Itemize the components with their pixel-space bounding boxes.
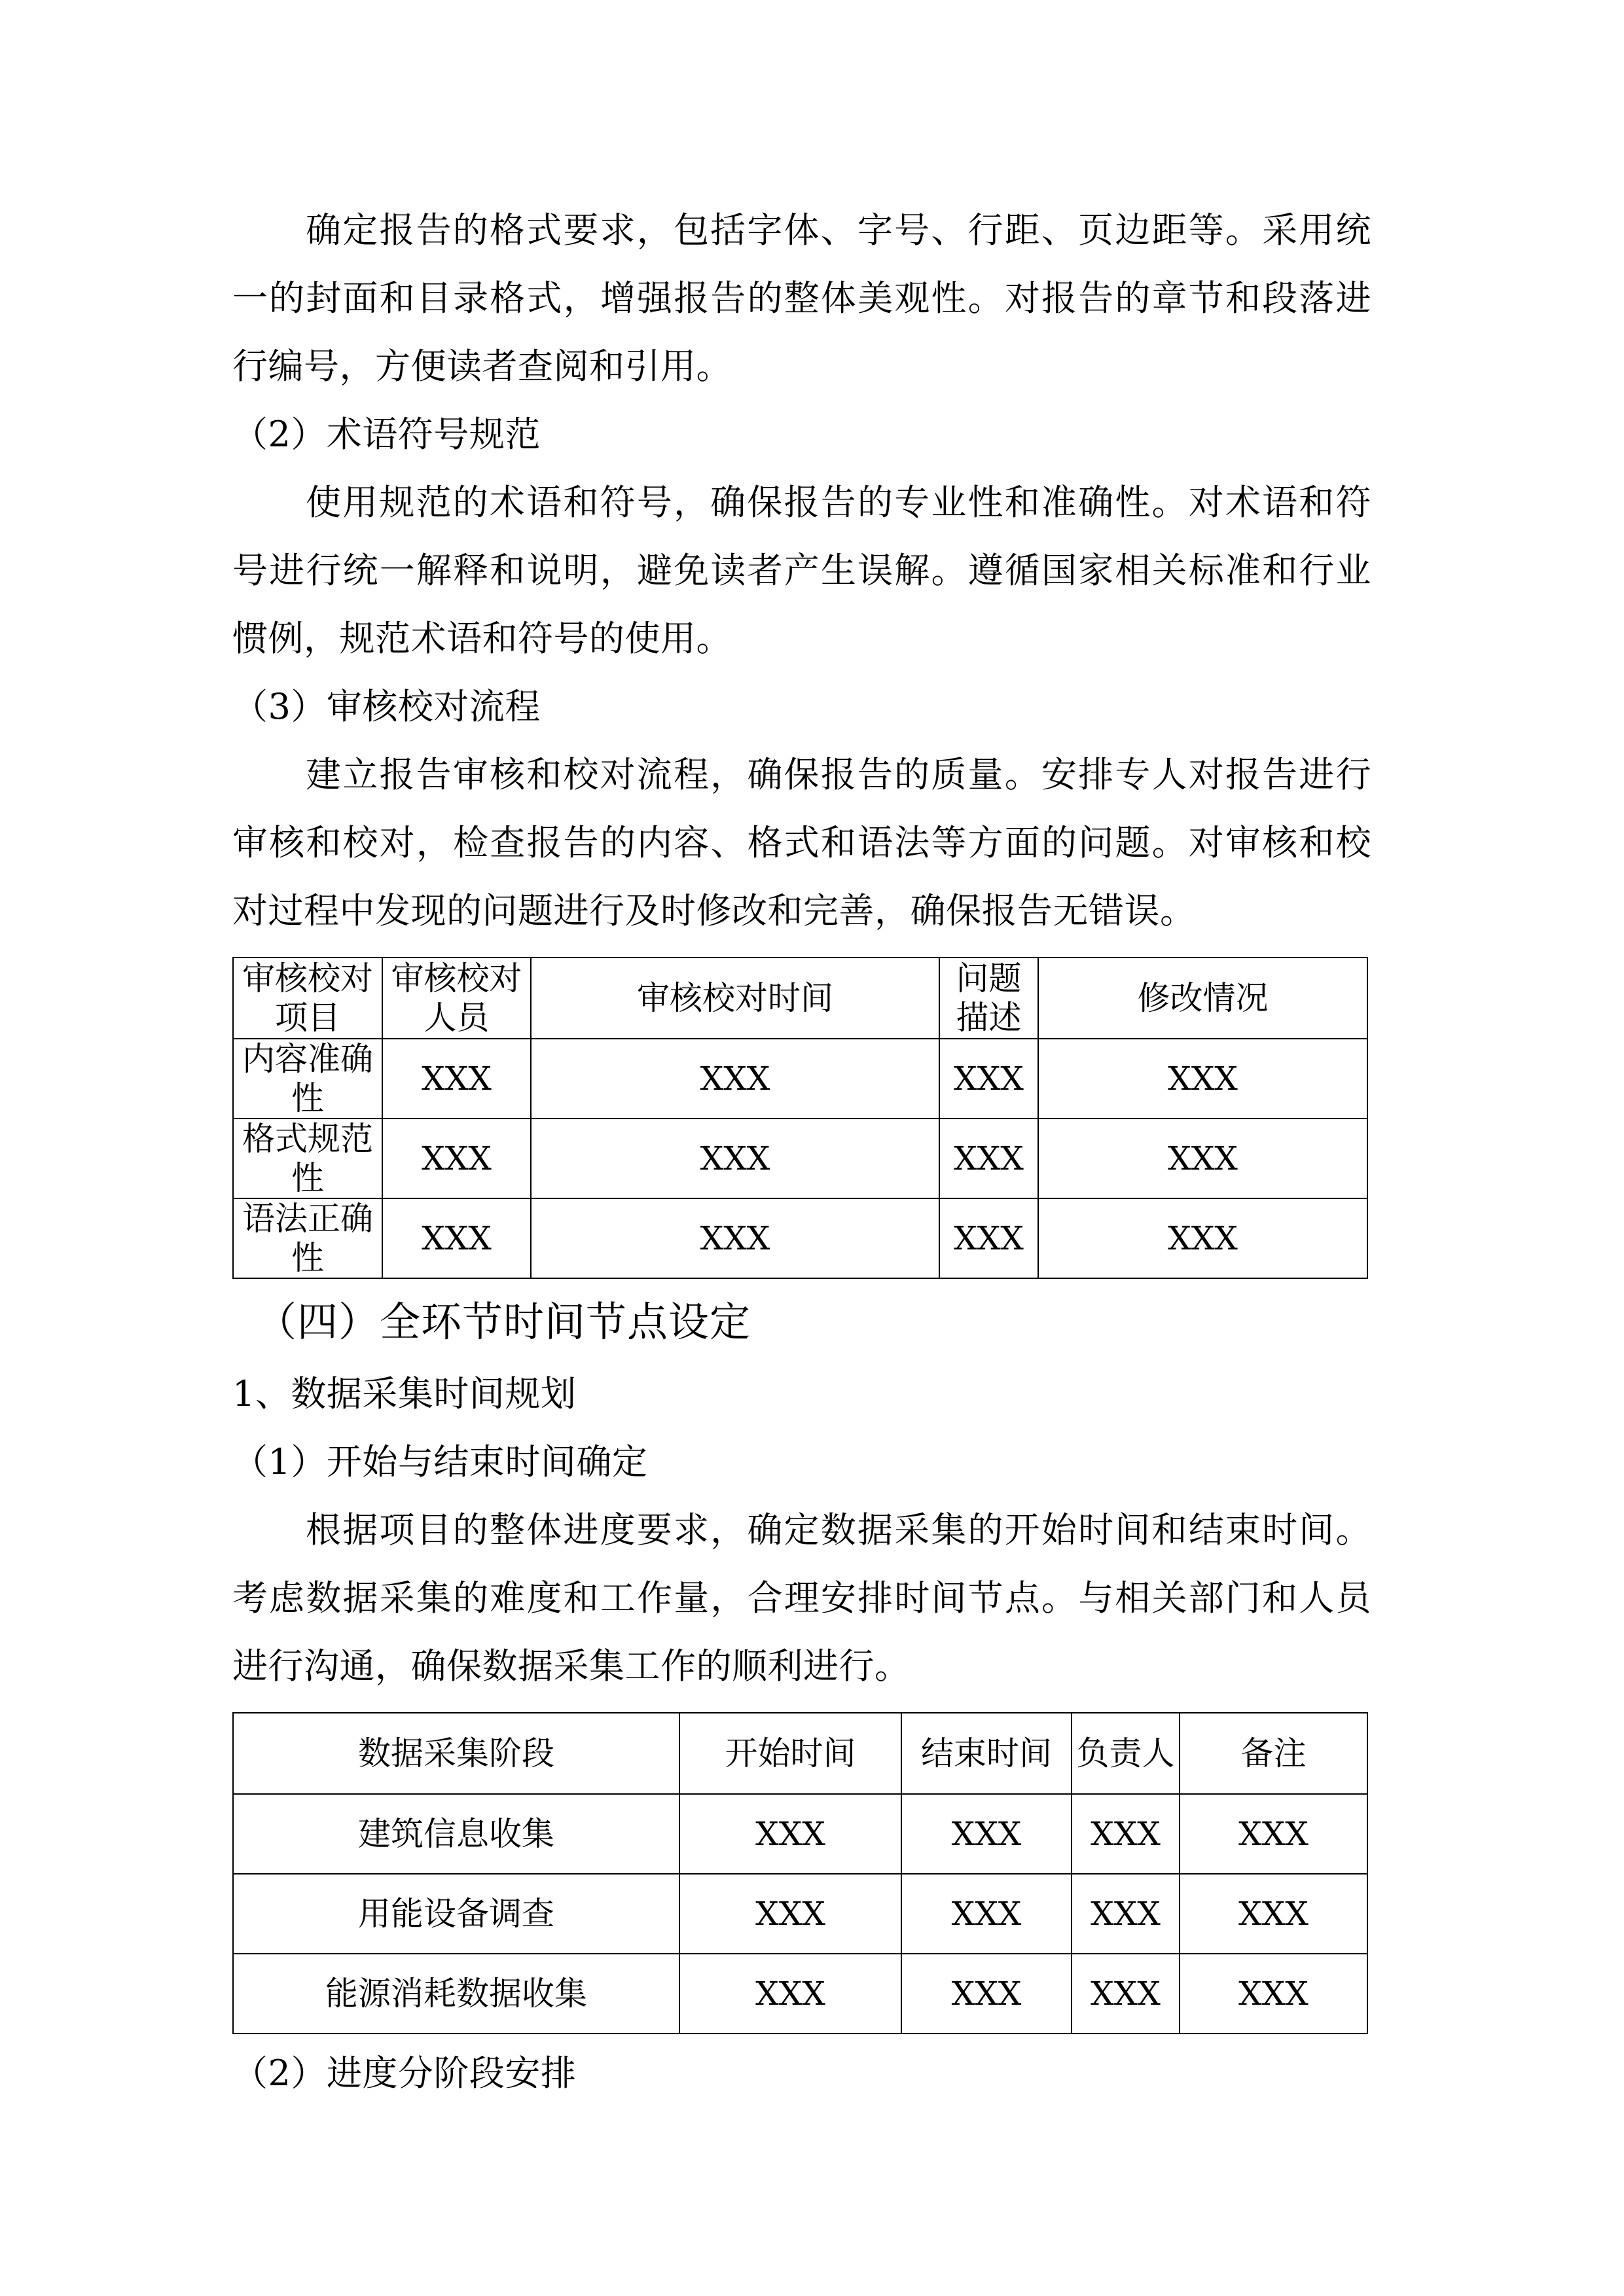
table-row <box>233 1119 1367 1198</box>
table-header-cell: 审核校对项目 <box>233 958 382 1039</box>
table-row <box>233 1954 1367 2034</box>
table-cell: XXX <box>531 1119 939 1198</box>
table-cell: 内容准确性 <box>233 1039 382 1119</box>
table-header-cell: 修改情况 <box>1038 958 1367 1039</box>
table-cell: XXX <box>1180 1874 1367 1954</box>
table-cell: XXX <box>1038 1039 1367 1119</box>
table-cell: XXX <box>1038 1198 1367 1278</box>
heading-item-one: 1、数据采集时间规划 <box>232 1373 577 1414</box>
table-header-cell: 审核校对时间 <box>531 958 939 1039</box>
table-row <box>233 1198 1367 1278</box>
table-data-collection <box>232 1712 1368 2034</box>
table-header-cell: 开始时间 <box>679 1713 901 1794</box>
table-cell: 用能设备调查 <box>233 1874 679 1954</box>
table-cell: XXX <box>901 1954 1072 2034</box>
table-header-cell: 负责人 <box>1072 1713 1180 1794</box>
table-cell: XXX <box>531 1039 939 1119</box>
heading-terminology-standard: （2）术语符号规范 <box>232 414 541 455</box>
table-cell: XXX <box>939 1039 1038 1119</box>
heading-section-four: （四）全环节时间节点设定 <box>256 1298 751 1346</box>
heading-review-proofread-process: （3）审核校对流程 <box>232 686 541 727</box>
table-header-cell: 审核校对人员 <box>382 958 531 1039</box>
table-cell: XXX <box>1072 1794 1180 1874</box>
table-cell: 建筑信息收集 <box>233 1794 679 1874</box>
table-cell: XXX <box>1180 1794 1367 1874</box>
table-cell: 能源消耗数据收集 <box>233 1954 679 2034</box>
table-header-cell: 备注 <box>1180 1713 1367 1794</box>
paragraph-format-requirements: 确定报告的格式要求，包括字体、字号、行距、页边距等。采用统一的封面和目录格式，增强报告的整体美观性。对报告的章节和段落进行编号，方便读者查阅和引用。 <box>232 209 1371 387</box>
table-header-cell: 结束时间 <box>901 1713 1072 1794</box>
table-cell: XXX <box>939 1119 1038 1198</box>
table-cell: XXX <box>939 1198 1038 1278</box>
table-header-row <box>233 1713 1367 1794</box>
table-row <box>233 1794 1367 1874</box>
table-cell: XXX <box>531 1198 939 1278</box>
table-review-proofread <box>232 957 1368 1279</box>
table-cell: XXX <box>382 1198 531 1278</box>
table-header-row <box>233 958 1367 1039</box>
table-cell: XXX <box>901 1874 1072 1954</box>
table-cell: XXX <box>1072 1874 1180 1954</box>
table-cell: XXX <box>679 1954 901 2034</box>
table-cell: XXX <box>1072 1954 1180 2034</box>
paragraph-review-proofread-process: 建立报告审核和校对流程，确保报告的质量。安排专人对报告进行审核和校对，检查报告的内容、格式和语法等方面的问题。对审核和校对过程中发现的问题进行及时修改和完善，确保报告无错误。 <box>232 754 1371 931</box>
table-cell: XXX <box>1038 1119 1367 1198</box>
table-header-cell: 数据采集阶段 <box>233 1713 679 1794</box>
table-cell: XXX <box>679 1794 901 1874</box>
table-cell: XXX <box>382 1039 531 1119</box>
table-cell: XXX <box>679 1874 901 1954</box>
paragraph-terminology-standard: 使用规范的术语和符号，确保报告的专业性和准确性。对术语和符号进行统一解释和说明，避免读者产生误解。遵循国家相关标准和行业惯例，规范术语和符号的使用。 <box>232 482 1371 659</box>
table-row <box>233 1874 1367 1954</box>
table-header-cell: 问题描述 <box>939 958 1038 1039</box>
table-cell: 格式规范性 <box>233 1119 382 1198</box>
table-cell: 语法正确性 <box>233 1198 382 1278</box>
heading-sub-two: （2）进度分阶段安排 <box>232 2053 577 2094</box>
table-cell: XXX <box>382 1119 531 1198</box>
table-row <box>233 1039 1367 1119</box>
heading-sub-one: （1）开始与结束时间确定 <box>232 1441 648 1482</box>
table-cell: XXX <box>901 1794 1072 1874</box>
table-cell: XXX <box>1180 1954 1367 2034</box>
page-content <box>232 196 1371 2108</box>
paragraph-schedule: 根据项目的整体进度要求，确定数据采集的开始时间和结束时间。考虑数据采集的难度和工作量，合理安排时间节点。与相关部门和人员进行沟通，确保数据采集工作的顺利进行。 <box>232 1509 1371 1687</box>
